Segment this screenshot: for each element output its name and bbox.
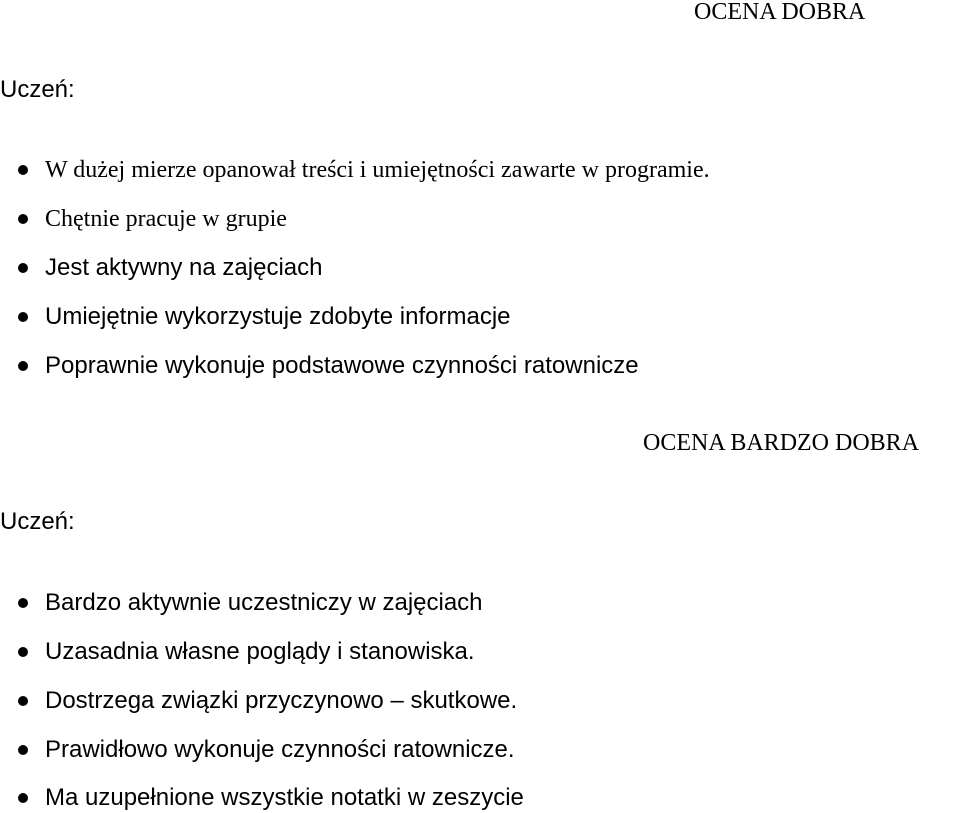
list-item-text: Prawidłowo wykonuje czynności ratownicze.: [45, 736, 515, 763]
bullet-icon: [18, 312, 28, 322]
bullet-icon: [18, 361, 28, 371]
list-item-text: Bardzo aktywnie uczestniczy w zajęciach: [45, 589, 483, 616]
list-item-text: Uzasadnia własne poglądy i stanowiska.: [45, 638, 475, 665]
bullet-icon: [18, 165, 28, 175]
student-label-good: Uczeń:: [0, 76, 75, 103]
list-item-text: Jest aktywny na zajęciach: [45, 254, 323, 281]
bullet-icon: [18, 745, 28, 755]
bullet-icon: [18, 214, 28, 224]
list-item-text: W dużej mierze opanował treści i umiejętności zawarte w programie.: [45, 157, 710, 183]
bullet-icon: [18, 647, 28, 657]
bullet-icon: [18, 696, 28, 706]
bullet-icon: [18, 793, 28, 803]
grade-heading-very-good: OCENA BARDZO DOBRA: [643, 430, 920, 456]
student-label-very-good: Uczeń:: [0, 508, 75, 535]
grade-heading-good: OCENA DOBRA: [694, 0, 866, 25]
bullet-icon: [18, 263, 28, 273]
list-item-text: Dostrzega związki przyczynowo – skutkowe.: [45, 687, 518, 714]
list-item-text: Umiejętnie wykorzystuje zdobyte informacje: [45, 303, 511, 330]
bullet-icon: [18, 598, 28, 608]
list-item-text: Poprawnie wykonuje podstawowe czynności ratownicze: [45, 352, 639, 379]
list-item-text: Chętnie pracuje w grupie: [45, 206, 287, 232]
list-item-text: Ma uzupełnione wszystkie notatki w zeszycie: [45, 784, 524, 811]
